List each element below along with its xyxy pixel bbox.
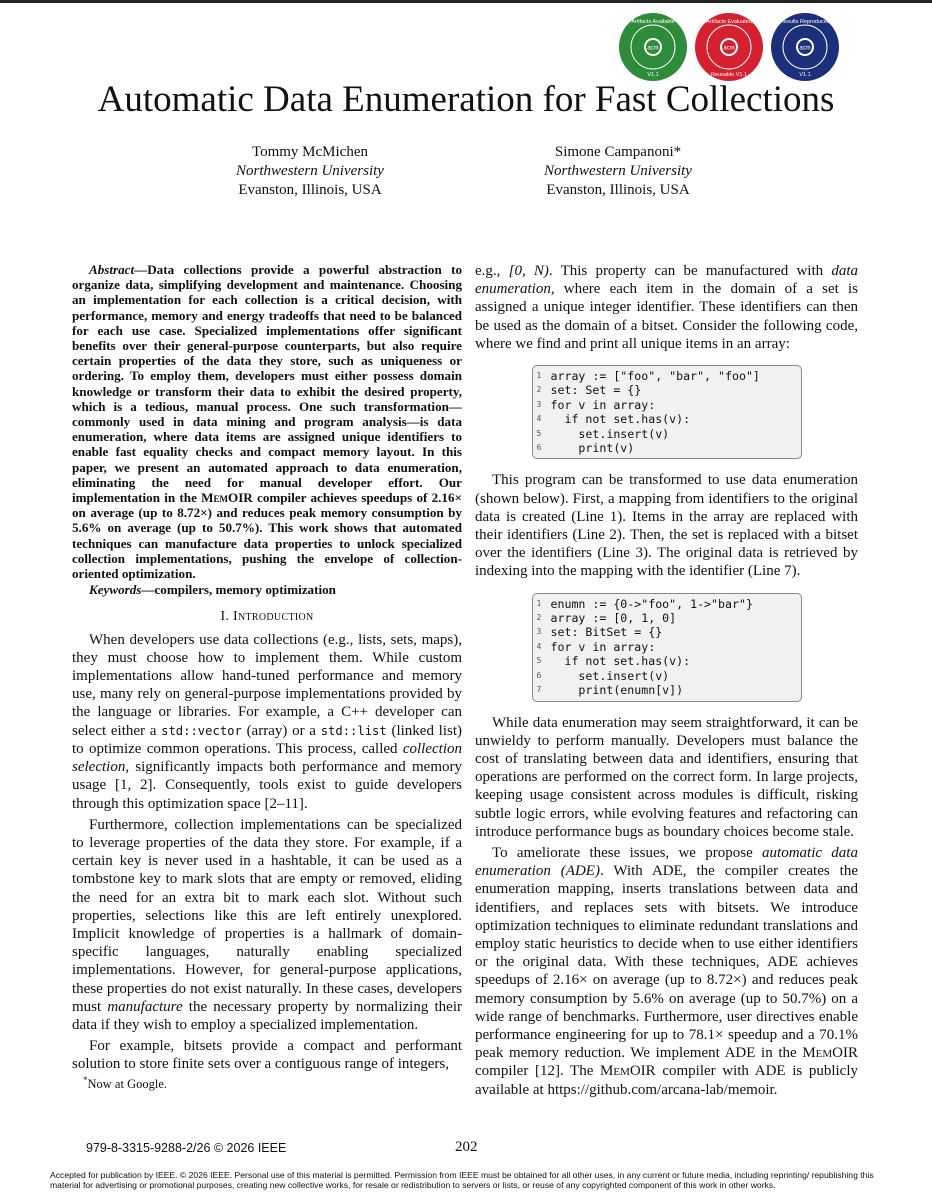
text: compiler with ADE is publicly available at https://github.com/arcana-lab/memoir. [475,1063,858,1098]
intro-paragraph-2 [72,816,462,1034]
keywords-text: —compilers, memory optimization [141,582,336,598]
badge-brand: acm [799,45,811,52]
emphasis: data enumeration [475,263,858,298]
memoir-name: MemOIR [802,1045,858,1062]
author-name: Tommy McMichen [251,144,368,160]
text: the necessary property by normalizing their data if they wish to employ a specialized implementation. [72,998,462,1033]
right-paragraph-1 [475,262,858,353]
text: . With ADE, the compiler creates the enumeration mapping, inserts translations between data and identifiers, and replaces sets with bitsets. We introduce optimization techniques to eliminate redundant translations and employ static heuristics to decide when to use either identifiers or the original data. With these techniques, ADE achieves speedups of 2.16× on average (up to 8.72×) and reduces peak memory consumption by 5.6% on average (up to 50.7%) on a wide range of benchmarks. Furthermore, user directives enable performance engineering for up to 78.1× speedup and a 70.1% peak memory reduction. We implement ADE in the [475,863,859,1062]
code-line: set: BitSet = {} [550,625,663,640]
author-block [488,143,748,200]
footnote [83,1075,167,1092]
abstract-text-continued: compiler achieves speedups of 2.16× on average (up to 8.72×) and reduces peak memory consumption by 5.6% on average (up to 50.7%). This work shows that automated techniques can manufacture data properties to unlock specialized collection implementations, pushing the envelope of collection-oriented optimization. [72,490,462,582]
code-line: print(enumn[v]) [550,683,684,698]
badge-top-label: Artifacts Available [631,19,675,25]
right-paragraph-4 [475,844,858,1099]
inline-code: std::vector [161,723,242,738]
right-column [475,262,858,1099]
author-affiliation: Northwestern University [544,163,692,179]
left-column [72,262,462,1074]
text: When developers use data collections (e.g., lists, sets, maps), they must choose how to implement them. While custom implementations allow hand-tuned performance and memory use, many rely on general-purpose implementations provided by the language or libraries. For example, a C++ developer can select either a [72,631,462,739]
top-rule [0,0,932,3]
artifacts-available-badge [618,12,688,82]
artifacts-evaluated-badge [694,12,764,82]
paper-title: Automatic Data Enumeration for Fast Collections [97,79,835,120]
badge-brand: acm [723,45,735,52]
code-line: if not set.has(v): [550,412,691,427]
text: Furthermore, collection implementations can be specialized to leverage properties of the data they store. For example, if a certain key is never used in a hashtable, it can be used as a tombstone key to mark slots that are empty or removed, eliding the need for an extra bit to mark each slot. Without such properties, selections like this are left entirely unexplored. Implicit knowledge of properties is a hallmark of domain-specific languages, naturally enabling specialized implementations. However, for general-purpose applications, these properties do not exist naturally. In these cases, developers must [72,816,462,1015]
text: e.g., [475,263,509,279]
memoir-name: MemOIR [600,1063,656,1080]
ieee-notice: Accepted for publication by IEEE. © 2026 IEEE. Personal use of this material is permitted. Permission from IEEE must be obtained for all other uses, in any current or future media, including reprinting/ republishing this material for advertising or promotional purposes, creating new collective works, for resale or redistribution to servers or lists, or reuse of any copyrighted component of this work in other works. [50,1170,874,1190]
text: (array) or a [241,722,321,739]
code-listing-1: 1 array := ["foo", "bar", "foo"] 2 set: Set = {} 3 for v in array: 4 if not set.has(v): 5 set.insert(v) 6 print(v) [532,365,802,459]
code-line: for v in array: [550,639,656,654]
abstract-label: Abstract [89,262,135,277]
code-line: array := [0, 1, 0] [550,611,677,626]
abstract-text: —Data collections provide a powerful abstraction to organize data, simplifying development and maintenance. Choosing an implementation for each collection is a critical decision, with performance, memory and energy tradeoffs that need to be balanced for each use case. Specialized implementations offer significant benefits over their general-purpose counterparts, but also require certain properties of the data they store, such as uniqueness or ordering. To employ them, developers must either possess domain knowledge or transform their data to exhibit the desired property, which is a tedious, manual process. One such transformation—commonly used in data mining and program analysis—is data enumeration, where data items are assigned unique identifiers to enable fast equality checks and compact memory layout. In this paper, we present an automated approach to data enumeration, eliminating the need for manual developer effort. Our implementation in the [72,262,462,506]
text: (linked list) to optimize common operations. This process, called [72,722,463,757]
text: . This property can be manufactured with [548,263,832,279]
badge-brand: acm [647,45,659,52]
code-line: set: Set = {} [550,383,642,398]
badge-bottom-label: V1.1 [799,72,811,78]
emphasis: collection selection [72,740,462,776]
right-paragraph-3: While data enumeration may seem straightforward, it can be unwieldy to perform manually. Developers must balance the cost of translating between data and identifiers, ensuring that operations are performed on the correct form. In large projects, keeping usage consistent across modules is difficult, risking subtle logic errors, while evolving features and refactoring can introduce performance bugs as boundary choices become stale. [475,714,858,840]
footnote-text: Now at Google. [87,1077,167,1092]
badge-bottom-label: Reusable V1.1 [710,72,748,78]
code-line: array := ["foo", "bar", "foo"] [550,369,760,384]
text: To ameliorate these issues, we propose [492,844,763,861]
emphasis: automatic data enumeration (ADE) [475,844,858,880]
math: [0, N) [508,263,549,279]
code-line: for v in array: [550,397,656,412]
page-number: 202 [455,1139,478,1155]
keywords [72,582,462,597]
intro-paragraph-3: For example, bitsets provide a compact and performant solution to store finite sets over a contiguous range of integers, [72,1038,462,1073]
section-heading: I. Introduction [220,609,314,625]
code-line: set.insert(v) [550,426,670,441]
results-reproduced-badge [770,12,840,82]
text: , significantly impacts both performance and memory usage [1, 2]. Consequently, tools exist to guide developers through this optimization space [2–11]. [72,759,462,812]
badge-bottom-label: V1.1 [647,72,659,78]
right-paragraph-2: This program can be transformed to use data enumeration (shown below). First, a mapping from identifiers to the original data is created (Line 1). Items in the array are replaced with their identifiers (Line 2). Then, the set is replaced with a bitset over the identifiers (Line 3). The original data is retrieved by indexing into the mapping with the identifier (Line 7). [475,472,858,580]
code-line: enumn := {0->"foo", 1->"bar"} [550,596,753,611]
emphasis: manufacture [107,998,183,1015]
code-listing-2: 1 enumn := {0->"foo", 1->"bar"} 2 array := [0, 1, 0] 3 set: BitSet = {} 4 for v in array: 5 if not set.has(v): 6 set.insert(v) 7 print(enumn[v]) [532,593,802,702]
copyright-line: 979-8-3315-9288-2/26 © 2026 IEEE [86,1141,287,1155]
memoir-name: MemOIR [201,490,253,506]
code-line: set.insert(v) [550,668,670,683]
author-location: Evanston, Illinois, USA [238,182,382,198]
author-block [180,143,440,200]
keywords-label: Keywords [89,582,142,598]
text: , where each item in the domain of a set is assigned a unique integer identifier. These identifiers can then be used as the domain of a bitset. Consider the following code, where we find and print all unique items in an array: [475,281,858,352]
badge-top-label: Artifacts Evaluated [706,19,752,25]
text: compiler [12]. The [475,1063,601,1080]
author-location: Evanston, Illinois, USA [546,182,690,198]
acm-badges [618,12,840,84]
intro-paragraph-1 [72,631,462,813]
author-name: Simone Campanoni* [554,144,682,160]
author-affiliation: Northwestern University [236,163,384,179]
code-line: print(v) [550,441,635,456]
inline-code: std::list [320,723,387,738]
abstract [72,262,462,581]
badge-top-label: Results Reproduced [780,19,830,25]
code-line: if not set.has(v): [550,654,691,669]
footnote-mark: * [83,1075,88,1085]
